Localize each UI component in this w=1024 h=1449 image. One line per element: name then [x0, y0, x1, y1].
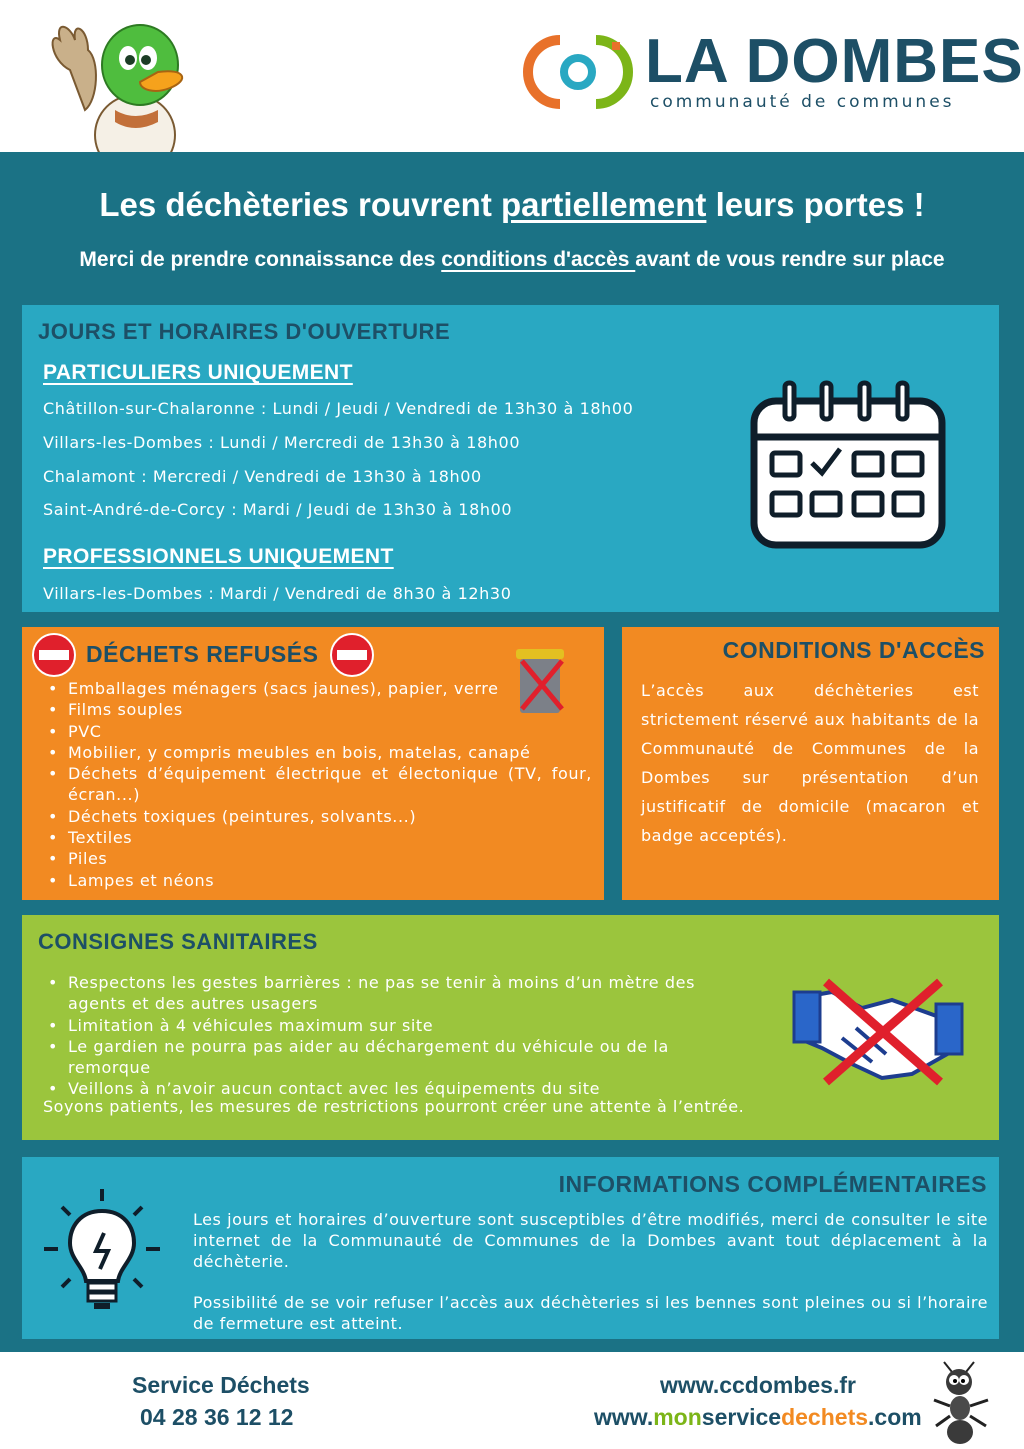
logo-name: LA DOMBES	[645, 27, 1024, 96]
refused-heading: DÉCHETS REFUSÉS	[86, 641, 319, 667]
hours-heading: JOURS ET HORAIRES D'OUVERTURE	[38, 319, 451, 344]
hours-line: Châtillon-sur-Chalaronne : Lundi / Jeudi / Vendredi de 13h30 à 18h00	[43, 399, 634, 418]
headline-text: Les déchèteries rouvrent	[99, 186, 501, 223]
logo-subtitle: communauté de communes	[650, 92, 955, 112]
sanitary-list	[43, 972, 743, 1100]
list-item: • Films souples	[43, 699, 592, 720]
service-phone[interactable]: 04 28 36 12 12	[140, 1404, 294, 1430]
url-part: dechets	[781, 1404, 869, 1430]
list-item: • Lampes et néons	[43, 870, 592, 891]
sanitary-panel	[22, 915, 999, 1140]
refused-list	[43, 678, 592, 891]
url-part: www.	[594, 1404, 654, 1430]
hours-panel	[22, 305, 999, 612]
list-item: • PVC	[43, 721, 592, 742]
list-item: • Limitation à 4 véhicules maximum sur site	[43, 1015, 743, 1036]
hours-line: Villars-les-Dombes : Mardi / Vendredi de 8h30 à 12h30	[43, 584, 512, 603]
header	[0, 0, 1024, 152]
headline	[0, 186, 1024, 224]
no-handshake-icon	[792, 978, 964, 1088]
subheadline-text-end: avant de vous rendre sur place	[635, 248, 945, 271]
website-link[interactable]: www.ccdombes.fr	[660, 1372, 856, 1398]
list-item: • Mobilier, y compris meubles en bois, matelas, canapé	[43, 742, 592, 763]
info-panel	[22, 1157, 999, 1339]
headline-emphasis: partiellement	[501, 186, 707, 223]
info-heading: INFORMATIONS COMPLÉMENTAIRES	[558, 1171, 987, 1197]
website-link-2[interactable]	[594, 1404, 922, 1431]
url-part: service	[701, 1404, 782, 1430]
subheadline-emphasis: conditions d'accès	[441, 248, 636, 271]
list-item: • Le gardien ne pourra pas aider au déchargement du véhicule ou de la remorque	[43, 1036, 743, 1079]
footer	[0, 1352, 1024, 1449]
url-part: .com	[868, 1404, 922, 1430]
access-text: L’accès aux déchèteries est strictement réservé aux habitants de la Communauté de Communes de la Dombes sur présentation d’un justificatif de domicile (macaron et badge acceptés).	[641, 681, 979, 845]
subheadline-text: Merci de prendre connaissance des	[79, 248, 442, 271]
no-entry-icon	[329, 632, 375, 678]
individuals-heading: PARTICULIERS UNIQUEMENT	[43, 361, 353, 384]
info-paragraph: Les jours et horaires d’ouverture sont susceptibles d’être modifiés, merci de consulter le site internet de la Communauté de Communes de la Dombes avant tout déplacement à la déchèterie.	[193, 1210, 988, 1271]
pros-heading: PROFESSIONNELS UNIQUEMENT	[43, 545, 394, 568]
hours-line: Saint-André-de-Corcy : Mardi / Jeudi de 13h30 à 18h00	[43, 500, 513, 519]
list-item: • Emballages ménagers (sacs jaunes), papier, verre	[43, 678, 592, 699]
url-part: mon	[653, 1404, 702, 1430]
list-item: • Piles	[43, 848, 592, 869]
list-item: • Déchets d’équipement électrique et électonique (TV, four, écran...)	[43, 763, 592, 806]
access-heading: CONDITIONS D'ACCÈS	[722, 637, 985, 663]
list-item: • Déchets toxiques (peintures, solvants...)	[43, 806, 592, 827]
list-item: • Textiles	[43, 827, 592, 848]
no-entry-icon	[31, 632, 77, 678]
subheadline	[0, 248, 1024, 272]
sanitary-note: Soyons patients, les mesures de restrictions pourront créer une attente à l’entrée.	[43, 1097, 745, 1116]
hours-line: Chalamont : Mercredi / Vendredi de 13h30 à 18h00	[43, 467, 482, 486]
refused-panel	[22, 627, 604, 900]
ant-mascot	[930, 1360, 992, 1446]
service-name: Service Déchets	[132, 1372, 310, 1398]
list-item: • Respectons les gestes barrières : ne pas se tenir à moins d’un mètre des agents et des autres usagers	[43, 972, 743, 1015]
info-paragraph: Possibilité de se voir refuser l’accès aux déchèteries si les bennes sont pleines ou si l’horaire de fermeture est atteint.	[193, 1293, 988, 1333]
calendar-check-icon	[750, 379, 946, 549]
access-panel	[622, 627, 999, 900]
list-item: • Veillons à n’avoir aucun contact avec les équipements du site	[43, 1078, 743, 1099]
headline-text-end: leurs portes !	[706, 186, 925, 223]
lightbulb-icon	[42, 1187, 162, 1311]
logo-icon	[520, 32, 636, 112]
sanitary-heading: CONSIGNES SANITAIRES	[38, 929, 318, 954]
hours-line: Villars-les-Dombes : Lundi / Mercredi de 13h30 à 18h00	[43, 433, 521, 452]
